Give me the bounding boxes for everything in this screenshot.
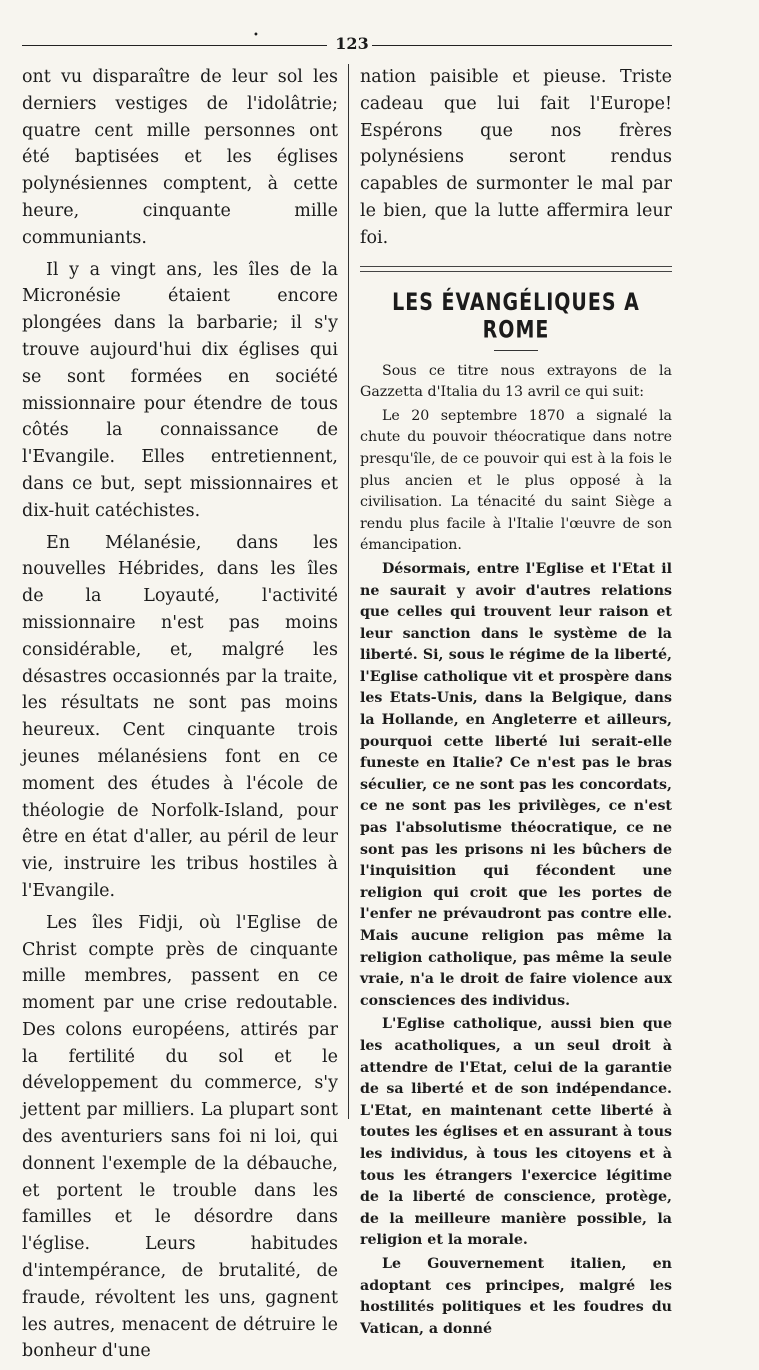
header-rule-left: [22, 45, 327, 46]
article-paragraph: Sous ce titre nous extrayons de la Gazzetta d'Italia du 13 avril ce qui suit:: [360, 362, 672, 401]
left-paragraph: ont vu disparaître de leur sol les derniers vestiges de l'idolâtrie; quatre cent mille personnes ont été baptisées et les églises polynésiennes comptent, à cette heure, cinquante mille communiants.: [22, 67, 338, 248]
right-column: [360, 64, 672, 1342]
page-number: 123: [335, 34, 369, 53]
section-separator: [360, 266, 672, 272]
left-paragraph: En Mélanésie, dans les nouvelles Hébrides, dans les îles de la Loyauté, l'activité missionnaire n'est pas moins considérable, et, malgré les désastres occasionnés par la traite, les résultats ne sont pas moins heureux. Cent cinquante trois jeunes mélanésiens font en ce moment des études à l'école de théologie de Norfolk-Island, pour être en état d'aller, au péril de leur vie, instruire les tribus hostiles à l'Evangile.: [22, 532, 338, 901]
article-paragraph: Le 20 septembre 1870 a signalé la chute du pouvoir théocratique dans notre presqu'île, de ce pouvoir qui est à la fois le plus ancien et le plus opposé à la civilisation. La ténacité du saint Siège a rendu plus facile à l'Italie l'œuvre de son émancipation.: [360, 407, 672, 554]
article-paragraph: Le Gouvernement italien, en adoptant ces principes, malgré les hostilités politiques et les foudres du Vatican, a donné: [360, 1255, 672, 1337]
title-rule: [494, 350, 538, 351]
left-paragraph: Les îles Fidji, où l'Eglise de Christ compte près de cinquante mille membres, passent en ce moment par une crise redoutable. Des colons européens, attirés par la fertilité du sol et le développement du commerce, s'y jettent par milliers. La plupart sont des aventuriers sans foi ni loi, qui donnent l'exemple de la débauche, et portent le trouble dans les familles et le désordre dans l'église. Leurs habitudes d'intempérance, de brutalité, de fraude, révoltent les uns, gagnent les autres, menacent de détruire le bonheur d'une: [22, 912, 338, 1362]
column-divider: [348, 64, 349, 1119]
page-header: [22, 34, 672, 54]
article-paragraph: Désormais, entre l'Eglise et l'Etat il ne saurait y avoir d'autres relations que celles qui trouvent leur raison et leur sanction dans le système de la liberté. Si, sous le régime de la liberté, l'Eglise catholique vit et prospère dans les Etats-Unis, dans la Belgique, dans la Hollande, en Angleterre et ailleurs, pourquoi cette liberté lui serait-elle funeste en Italie? Ce n'est pas le bras séculier, ce ne sont pas les concordats, ce ne sont pas les privilèges, ce n'est pas l'absolutisme théocratique, ce ne sont pas les prisons ni les bûchers de l'inquisition qui fécondent une religion qui croit que les portes de l'enfer ne prévaudront pas contre elle. Mais aucune religion pas même la religion catholique, pas même la seule vraie, n'a le droit de faire violence aux consciences des individus.: [360, 560, 672, 1009]
article-title: LES ÉVANGÉLIQUES A ROME: [392, 288, 640, 344]
header-rule-right: [372, 45, 672, 46]
left-column: [22, 64, 338, 1370]
left-paragraph: Il y a vingt ans, les îles de la Micronésie étaient encore plongées dans la barbarie; il s'y trouve aujourd'hui dix églises qui se sont formées en société missionnaire pour étendre de tous côtés la connaissance de l'Evangile. Elles entretiennent, dans ce but, sept missionnaires et dix-huit catéchistes.: [22, 259, 338, 521]
article-paragraph: L'Eglise catholique, aussi bien que les acatholiques, a un seul droit à attendre de l'Etat, celui de la garantie de sa liberté et de son indépendance. L'Etat, en maintenant cette liberté à toutes les églises et en assurant à tous les individus, à tous les citoyens et à tous les étrangers l'exercice légitime de la liberté de conscience, protège, de la meilleure manière possible, la religion et la morale.: [360, 1016, 672, 1249]
continuation-paragraph: nation paisible et pieuse. Triste cadeau que lui fait l'Europe! Espérons que nos frères polynésiens seront rendus capables de surmonter le mal par le bien, que la lutte affermira leur foi.: [360, 67, 672, 248]
header-mark: •: [253, 30, 259, 41]
